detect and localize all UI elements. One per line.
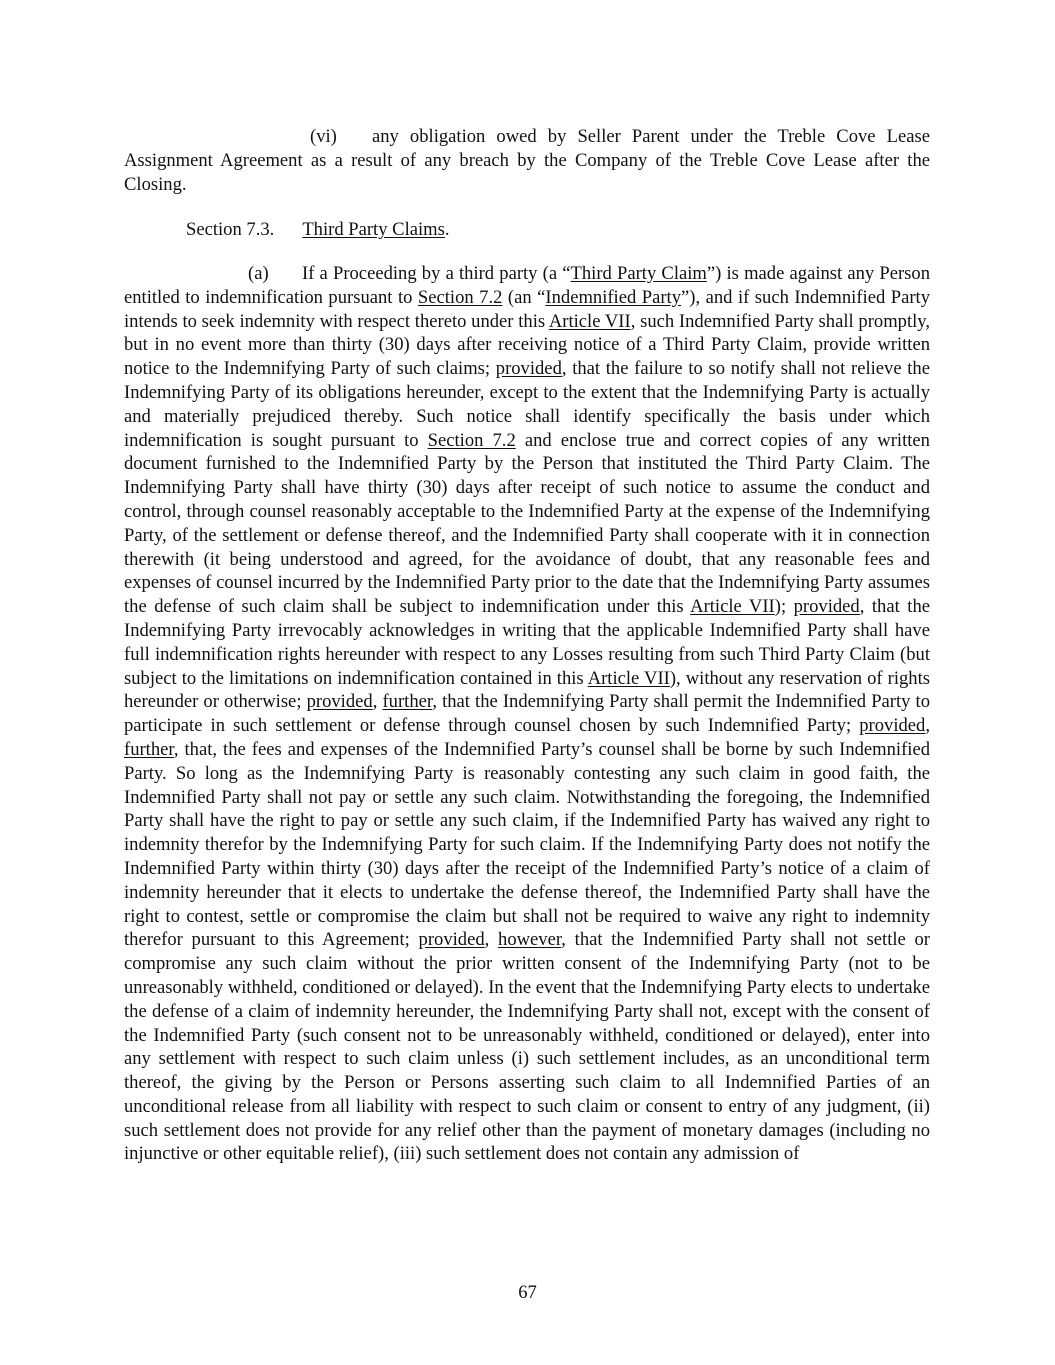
paragraph-text: , that the Indemnified Party shall not settle or compromise any such claim without the prior written consent of the Indemnifying Party (not to be unreasonably withheld, conditioned or delayed). In the event that the Indemnifying Party elects to undertake the defense of a claim of indemnity hereunder, the Indemnifying Party shall not, except with the consent of the Indemnified Party (such consent not to be unreasonably withheld, conditioned or delayed), enter into any settlement with respect to such claim unless (i) such settlement includes, as an unconditional term thereof, the giving by the Person or Persons asserting such claim to all Indemnified Parties of an unconditional release from all liability with respect to such claim or consent to entry of any judgment, (ii) such settlement does not provide for any relief other than the payment of monetary damages (including no injunctive or other equitable relief), (iii) such settlement does not contain any admission of	[124, 929, 930, 1165]
paragraph-text: , that the Indemnifying Party shall permit the Indemnified Party to participate in such settlement or defense through counsel chosen by such Indemnified Party;	[124, 691, 931, 737]
article-reference: Article VII	[548, 310, 631, 332]
paragraph-text: ,	[372, 691, 383, 713]
proviso-term: provided	[859, 715, 926, 737]
section-reference: Section 7.2	[417, 286, 503, 308]
proviso-term: provided	[418, 929, 485, 951]
paragraph-vi-text: any obligation owed by Seller Parent under the Treble Cove Lease Assignment Agreement as a result of any breach by the Company of the Treble Cove Lease after the Closing.	[124, 126, 930, 195]
proviso-term: further	[124, 738, 174, 760]
proviso-term: provided	[306, 691, 373, 713]
paragraph-text: ”), and if such Indemnified Party intends to seek indemnity with respect thereto under this	[124, 286, 930, 332]
section-reference: Section 7.2	[427, 429, 516, 451]
paragraph-a-marker: (a)	[248, 263, 269, 284]
defined-term: Indemnified Party	[545, 286, 682, 308]
proviso-term: provided	[793, 596, 860, 618]
article-reference: Article VII	[690, 596, 775, 618]
paragraph-text: );	[774, 596, 794, 618]
section-heading	[186, 218, 450, 242]
proviso-term: however	[498, 929, 562, 951]
paragraph-text: , that, the fees and expenses of the Indemnified Party’s counsel shall be borne by such Indemnified Party. So long as the Indemnifying Party is reasonably contesting any such claim in good faith, the Indemnified Party shall not pay or settle any such claim. Notwithstanding the foregoing, the Indemnified Party shall have the right to pay or settle any such claim, if the Indemnified Party has waived any right to indemnity therefor by the Indemnifying Party for such claim. If the Indemnifying Party does not notify the Indemnified Party within thirty (30) days after the receipt of the Indemnified Party’s notice of a claim of indemnity hereunder that it elects to undertake the defense thereof, the Indemnified Party shall have the right to contest, settle or compromise the claim but shall not be required to waive any right to indemnity therefor pursuant to this Agreement;	[124, 738, 930, 951]
paragraph-vi-marker: (vi)	[310, 126, 337, 147]
paragraph-a	[124, 262, 930, 1166]
paragraph-text: ,	[484, 929, 499, 951]
article-reference: Article VII	[587, 667, 670, 689]
paragraph-text: ,	[925, 715, 930, 737]
paragraph-text: ”) is made against any Person entitled to indemnification pursuant to	[124, 263, 930, 308]
paragraph-text: (an “	[502, 286, 546, 308]
page-number: 67	[518, 1282, 537, 1303]
defined-term: Third Party Claim	[570, 263, 707, 284]
paragraph-text: , that the failure to so notify shall not relieve the Indemnifying Party of its obligations hereunder, except to the extent that the Indemnifying Party is actually and materially prejudiced thereby. Such notice shall identify specifically the basis under which indemnification is sought pursuant to	[124, 358, 930, 451]
proviso-term: further	[382, 691, 433, 713]
paragraph-vi	[124, 125, 930, 196]
paragraph-text: and enclose true and correct copies of any written document furnished to the Indemnified Party by the Person that instituted the Third Party Claim. The Indemnifying Party shall have thirty (30) days after receipt of such notice to assume the conduct and control, through counsel reasonably acceptable to the Indemnified Party at the expense of the Indemnifying Party, of the settlement or defense thereof, and the Indemnified Party shall cooperate with it in connection therewith (it being understood and agreed, for the avoidance of doubt, that any reasonable fees and expenses of counsel incurred by the Indemnified Party prior to the date that the Indemnifying Party assumes the defense of such claim shall be subject to indemnification under this	[124, 429, 930, 618]
section-title: Third Party Claims	[302, 219, 445, 240]
paragraph-text: , that the Indemnifying Party irrevocably acknowledges in writing that the applicable Indemnified Party shall have full indemnification rights hereunder with respect to any Losses resulting from such Third Party Claim (but subject to the limitations on indemnification contained in this	[124, 596, 930, 689]
section-title-period: .	[444, 219, 450, 240]
paragraph-text: , such Indemnified Party shall promptly, but in no event more than thirty (30) days after receiving notice of a Third Party Claim, provide written notice to the Indemnifying Party of such claims;	[124, 310, 931, 380]
proviso-term: provided	[495, 358, 562, 380]
paragraph-text: ), without any reservation of rights hereunder or otherwise;	[124, 667, 931, 713]
section-number: Section 7.3.	[186, 219, 275, 240]
paragraph-text: If a Proceeding by a third party (a “	[302, 263, 571, 284]
